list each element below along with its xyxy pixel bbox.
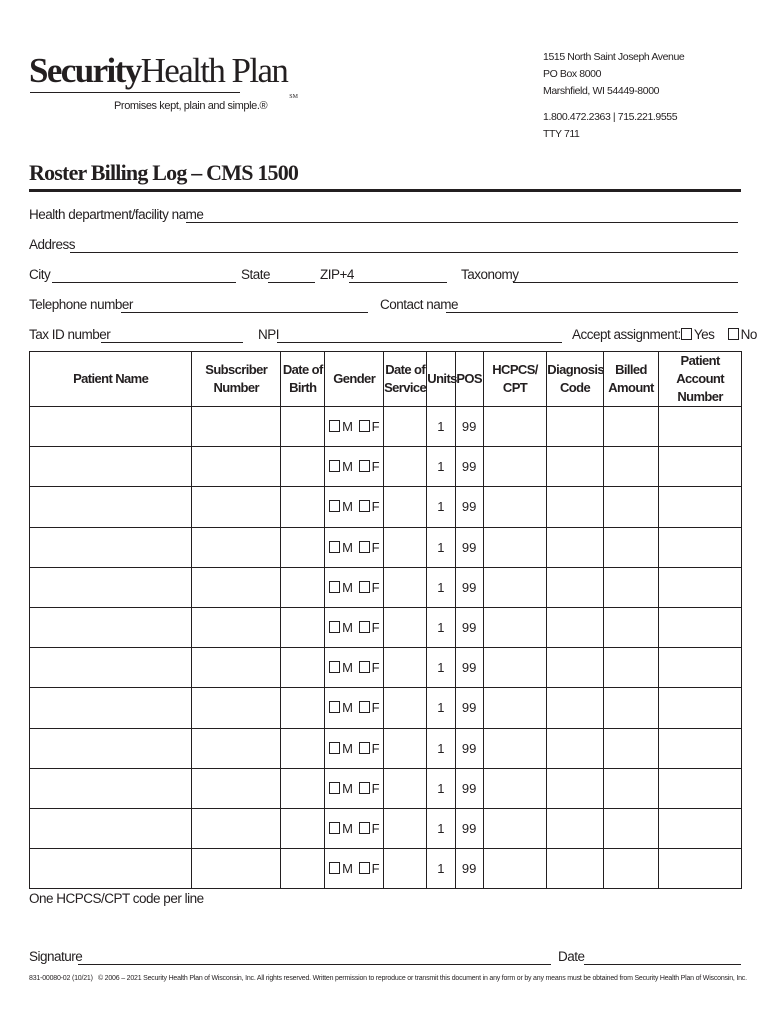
gender-cell — [325, 407, 383, 447]
patient-account-cell[interactable] — [659, 527, 742, 567]
female-checkbox[interactable] — [359, 420, 370, 432]
patient-name-cell[interactable] — [30, 527, 192, 567]
state-line[interactable] — [268, 282, 315, 283]
pos-cell: 99 — [455, 648, 483, 688]
female-label: F — [371, 820, 380, 836]
female-label: F — [371, 539, 380, 555]
pos-cell: 99 — [455, 567, 483, 607]
hcpcs-cpt-cell[interactable] — [483, 849, 547, 889]
zip-line[interactable] — [349, 282, 447, 283]
taxonomy-line[interactable] — [513, 282, 738, 283]
subscriber-number-cell[interactable] — [192, 849, 281, 889]
patient-account-cell[interactable] — [659, 688, 742, 728]
roster-body — [30, 407, 742, 889]
pos-cell: 99 — [455, 487, 483, 527]
female-checkbox[interactable] — [359, 701, 370, 713]
table-row — [30, 407, 742, 447]
patient-name-cell[interactable] — [30, 487, 192, 527]
patient-name-cell[interactable] — [30, 407, 192, 447]
female-checkbox[interactable] — [359, 862, 370, 874]
date-line[interactable] — [584, 964, 741, 965]
table-row — [30, 808, 742, 848]
tax-id-label: Tax ID number — [29, 327, 111, 342]
table-row — [30, 768, 742, 808]
col-acct-l2: Number — [677, 389, 723, 404]
brand-name-part1: Security — [29, 51, 141, 90]
contact-street: 1515 North Saint Joseph Avenue — [543, 51, 685, 63]
col-dos-l1: Date of — [385, 362, 426, 377]
service-mark: SM — [289, 94, 298, 100]
col-subscriber-l2: Number — [213, 380, 259, 395]
billed-amount-cell[interactable] — [603, 527, 658, 567]
hcpcs-cpt-cell[interactable] — [483, 648, 547, 688]
patient-account-cell[interactable] — [659, 768, 742, 808]
female-label: F — [371, 780, 380, 796]
diagnosis-code-cell[interactable] — [547, 648, 603, 688]
patient-account-cell[interactable] — [659, 648, 742, 688]
patient-name-cell[interactable] — [30, 648, 192, 688]
date-of-birth-cell[interactable] — [281, 688, 325, 728]
brand-name-part2: Health Plan — [140, 51, 288, 90]
units-cell: 1 — [427, 607, 455, 647]
male-label: M — [342, 579, 353, 595]
female-label: F — [371, 620, 380, 636]
date-of-birth-cell[interactable] — [281, 607, 325, 647]
title-divider — [29, 189, 741, 192]
accept-assignment-label: Accept assignment: — [572, 327, 681, 342]
contact-po-box: PO Box 8000 — [543, 68, 602, 80]
diagnosis-code-cell[interactable] — [547, 407, 603, 447]
female-label: F — [371, 459, 380, 475]
patient-account-cell[interactable] — [659, 607, 742, 647]
units-cell: 1 — [427, 768, 455, 808]
contact-name-line[interactable] — [446, 312, 738, 313]
male-checkbox[interactable] — [329, 581, 340, 593]
col-date-of-birth — [281, 352, 325, 407]
male-checkbox[interactable] — [329, 701, 340, 713]
zip-label: ZIP+4 — [320, 267, 354, 282]
gender-cell — [325, 768, 383, 808]
gender-cell — [325, 567, 383, 607]
male-label: M — [342, 419, 353, 435]
col-billed-amount — [603, 352, 658, 407]
billed-amount-cell[interactable] — [603, 808, 658, 848]
subscriber-number-cell[interactable] — [192, 527, 281, 567]
date-of-birth-cell[interactable] — [281, 728, 325, 768]
female-checkbox[interactable] — [359, 782, 370, 794]
patient-account-cell[interactable] — [659, 728, 742, 768]
male-label: M — [342, 861, 353, 877]
patient-name-cell[interactable] — [30, 849, 192, 889]
col-diag-l1: Diagnosis — [547, 362, 605, 377]
hcpcs-cpt-cell[interactable] — [483, 808, 547, 848]
patient-account-cell[interactable] — [659, 447, 742, 487]
col-dos-l2: Service — [384, 380, 427, 395]
subscriber-number-cell[interactable] — [192, 768, 281, 808]
gender-cell — [325, 527, 383, 567]
female-checkbox[interactable] — [359, 661, 370, 673]
diagnosis-code-cell[interactable] — [547, 849, 603, 889]
pos-cell: 99 — [455, 849, 483, 889]
tax-id-line[interactable] — [101, 342, 243, 343]
accept-no-label: No — [740, 327, 757, 342]
table-row — [30, 728, 742, 768]
billed-amount-cell[interactable] — [603, 447, 658, 487]
date-of-service-cell[interactable] — [383, 527, 426, 567]
billed-amount-cell[interactable] — [603, 688, 658, 728]
hcpcs-cpt-cell[interactable] — [483, 607, 547, 647]
address-line[interactable] — [70, 252, 738, 253]
gender-cell — [325, 447, 383, 487]
diagnosis-code-cell[interactable] — [547, 447, 603, 487]
table-row — [30, 447, 742, 487]
male-checkbox[interactable] — [329, 621, 340, 633]
billed-amount-cell[interactable] — [603, 607, 658, 647]
brand-tagline: Promises kept, plain and simple.® — [114, 100, 268, 112]
col-dob-l2: Birth — [289, 380, 317, 395]
diagnosis-code-cell[interactable] — [547, 527, 603, 567]
units-cell: 1 — [427, 728, 455, 768]
female-label: F — [371, 499, 380, 515]
male-label: M — [342, 820, 353, 836]
female-checkbox[interactable] — [359, 621, 370, 633]
male-checkbox[interactable] — [329, 541, 340, 553]
gender-cell — [325, 728, 383, 768]
male-label: M — [342, 700, 353, 716]
gender-cell — [325, 808, 383, 848]
accept-assignment — [572, 327, 757, 342]
date-of-service-cell[interactable] — [383, 407, 426, 447]
male-checkbox[interactable] — [329, 822, 340, 834]
billed-amount-cell[interactable] — [603, 849, 658, 889]
patient-name-cell[interactable] — [30, 607, 192, 647]
col-patient-name: Patient Name — [30, 352, 192, 407]
gender-cell — [325, 688, 383, 728]
hcpcs-cpt-cell[interactable] — [483, 487, 547, 527]
date-of-birth-cell[interactable] — [281, 648, 325, 688]
hcpcs-cpt-cell[interactable] — [483, 447, 547, 487]
table-row — [30, 648, 742, 688]
table-row — [30, 567, 742, 607]
telephone-line[interactable] — [121, 312, 368, 313]
logo-rule — [30, 92, 240, 93]
col-hcpcs-l1: HCPCS/ — [492, 362, 538, 377]
hcpcs-cpt-cell[interactable] — [483, 527, 547, 567]
pos-cell: 99 — [455, 688, 483, 728]
date-of-birth-cell[interactable] — [281, 849, 325, 889]
date-of-birth-cell[interactable] — [281, 447, 325, 487]
male-label: M — [342, 499, 353, 515]
male-label: M — [342, 459, 353, 475]
pos-cell: 99 — [455, 407, 483, 447]
col-pos: POS — [455, 352, 483, 407]
billed-amount-cell[interactable] — [603, 728, 658, 768]
npi-line[interactable] — [277, 342, 562, 343]
telephone-label: Telephone number — [29, 297, 133, 312]
female-checkbox[interactable] — [359, 742, 370, 754]
table-row — [30, 849, 742, 889]
subscriber-number-cell[interactable] — [192, 648, 281, 688]
table-row — [30, 607, 742, 647]
state-label: State — [241, 267, 271, 282]
col-subscriber-l1: Subscriber — [205, 362, 268, 377]
accept-yes-label: Yes — [693, 327, 715, 342]
male-label: M — [342, 660, 353, 676]
units-cell: 1 — [427, 407, 455, 447]
patient-name-cell[interactable] — [30, 728, 192, 768]
hcpcs-note: One HCPCS/CPT code per line — [29, 891, 204, 906]
city-label: City — [29, 267, 51, 282]
units-cell: 1 — [427, 487, 455, 527]
facility-name-label: Health department/facility name — [29, 207, 204, 222]
date-of-birth-cell[interactable] — [281, 808, 325, 848]
date-of-birth-cell[interactable] — [281, 407, 325, 447]
col-units: Units — [427, 352, 455, 407]
patient-name-cell[interactable] — [30, 808, 192, 848]
col-billed-l2: Amount — [608, 380, 654, 395]
date-of-service-cell[interactable] — [383, 688, 426, 728]
patient-account-cell[interactable] — [659, 849, 742, 889]
facility-name-line[interactable] — [186, 222, 738, 223]
gender-cell — [325, 607, 383, 647]
col-date-of-service — [383, 352, 426, 407]
hcpcs-cpt-cell[interactable] — [483, 567, 547, 607]
date-of-service-cell[interactable] — [383, 849, 426, 889]
col-subscriber-number — [192, 352, 281, 407]
col-gender: Gender — [325, 352, 383, 407]
female-checkbox[interactable] — [359, 541, 370, 553]
patient-account-cell[interactable] — [659, 407, 742, 447]
hcpcs-cpt-cell[interactable] — [483, 688, 547, 728]
brand-logo — [29, 51, 298, 100]
gender-cell — [325, 849, 383, 889]
city-line[interactable] — [52, 282, 236, 283]
subscriber-number-cell[interactable] — [192, 487, 281, 527]
gender-cell — [325, 648, 383, 688]
date-of-birth-cell[interactable] — [281, 768, 325, 808]
pos-cell: 99 — [455, 768, 483, 808]
date-of-birth-cell[interactable] — [281, 487, 325, 527]
hcpcs-cpt-cell[interactable] — [483, 768, 547, 808]
hcpcs-cpt-cell[interactable] — [483, 407, 547, 447]
pos-cell: 99 — [455, 607, 483, 647]
table-row — [30, 527, 742, 567]
male-checkbox[interactable] — [329, 460, 340, 472]
patient-name-cell[interactable] — [30, 768, 192, 808]
gender-cell — [325, 487, 383, 527]
billed-amount-cell[interactable] — [603, 487, 658, 527]
units-cell: 1 — [427, 648, 455, 688]
male-label: M — [342, 740, 353, 756]
male-label: M — [342, 539, 353, 555]
female-label: F — [371, 861, 380, 877]
patient-name-cell[interactable] — [30, 688, 192, 728]
subscriber-number-cell[interactable] — [192, 688, 281, 728]
diagnosis-code-cell[interactable] — [547, 808, 603, 848]
date-of-service-cell[interactable] — [383, 447, 426, 487]
pos-cell: 99 — [455, 527, 483, 567]
form-code: 831-00080-02 (10/21) — [29, 975, 93, 982]
female-label: F — [371, 419, 380, 435]
footer — [29, 975, 747, 982]
col-diagnosis-code — [547, 352, 603, 407]
hcpcs-cpt-cell[interactable] — [483, 728, 547, 768]
subscriber-number-cell[interactable] — [192, 447, 281, 487]
date-of-service-cell[interactable] — [383, 487, 426, 527]
diagnosis-code-cell[interactable] — [547, 567, 603, 607]
female-checkbox[interactable] — [359, 822, 370, 834]
diagnosis-code-cell[interactable] — [547, 768, 603, 808]
male-checkbox[interactable] — [329, 862, 340, 874]
roster-table — [29, 351, 742, 889]
date-of-service-cell[interactable] — [383, 768, 426, 808]
table-header-row — [30, 352, 742, 407]
date-of-birth-cell[interactable] — [281, 527, 325, 567]
female-checkbox[interactable] — [359, 500, 370, 512]
date-of-service-cell[interactable] — [383, 808, 426, 848]
units-cell: 1 — [427, 527, 455, 567]
male-label: M — [342, 780, 353, 796]
contact-city-line: Marshfield, WI 54449-8000 — [543, 85, 660, 97]
male-checkbox[interactable] — [329, 782, 340, 794]
contact-phones: 1.800.472.2363 | 715.221.9555 — [543, 111, 678, 123]
col-billed-l1: Billed — [615, 362, 647, 377]
copyright-notice: © 2006 – 2021 Security Health Plan of Wisconsin, Inc. All rights reserved. Written permission to reproduce or transmit this document in any form or by any means must be obtained from Security Health Plan of Wisconsin, Inc. — [97, 975, 747, 982]
female-label: F — [371, 579, 380, 595]
units-cell: 1 — [427, 688, 455, 728]
subscriber-number-cell[interactable] — [192, 407, 281, 447]
signature-label: Signature — [29, 949, 83, 964]
male-label: M — [342, 620, 353, 636]
col-dob-l1: Date of — [282, 362, 323, 377]
npi-label: NPI — [258, 327, 280, 342]
col-hcpcs-cpt — [483, 352, 547, 407]
form-title: Roster Billing Log – CMS 1500 — [29, 160, 299, 185]
subscriber-number-cell[interactable] — [192, 607, 281, 647]
male-checkbox[interactable] — [329, 420, 340, 432]
taxonomy-label: Taxonomy — [461, 267, 519, 282]
col-hcpcs-l2: CPT — [502, 380, 528, 395]
contact-tty: TTY 711 — [543, 128, 580, 140]
subscriber-number-cell[interactable] — [192, 808, 281, 848]
table-row — [30, 688, 742, 728]
accept-yes-checkbox[interactable] — [681, 328, 692, 340]
units-cell: 1 — [427, 567, 455, 607]
patient-name-cell[interactable] — [30, 447, 192, 487]
patient-name-cell[interactable] — [30, 567, 192, 607]
units-cell: 1 — [427, 849, 455, 889]
units-cell: 1 — [427, 447, 455, 487]
date-of-service-cell[interactable] — [383, 648, 426, 688]
diagnosis-code-cell[interactable] — [547, 728, 603, 768]
subscriber-number-cell[interactable] — [192, 728, 281, 768]
female-label: F — [371, 700, 380, 716]
patient-account-cell[interactable] — [659, 487, 742, 527]
col-acct-l1: Patient Account — [676, 353, 725, 386]
billed-amount-cell[interactable] — [603, 567, 658, 607]
date-label: Date — [558, 949, 585, 964]
male-checkbox[interactable] — [329, 500, 340, 512]
diagnosis-code-cell[interactable] — [547, 487, 603, 527]
subscriber-number-cell[interactable] — [192, 567, 281, 607]
units-cell: 1 — [427, 808, 455, 848]
pos-cell: 99 — [455, 447, 483, 487]
table-row — [30, 487, 742, 527]
address-label: Address — [29, 237, 76, 252]
patient-account-cell[interactable] — [659, 567, 742, 607]
pos-cell: 99 — [455, 728, 483, 768]
female-label: F — [371, 740, 380, 756]
col-diag-l2: Code — [559, 380, 591, 395]
billed-amount-cell[interactable] — [603, 768, 658, 808]
billed-amount-cell[interactable] — [603, 407, 658, 447]
col-patient-account-number — [659, 352, 742, 407]
date-of-birth-cell[interactable] — [281, 567, 325, 607]
date-of-service-cell[interactable] — [383, 728, 426, 768]
male-checkbox[interactable] — [329, 661, 340, 673]
contact-name-label: Contact name — [380, 297, 459, 312]
date-of-service-cell[interactable] — [383, 607, 426, 647]
accept-no-checkbox[interactable] — [728, 328, 739, 340]
female-checkbox[interactable] — [359, 460, 370, 472]
diagnosis-code-cell[interactable] — [547, 688, 603, 728]
female-checkbox[interactable] — [359, 581, 370, 593]
date-of-service-cell[interactable] — [383, 567, 426, 607]
signature-line[interactable] — [78, 964, 551, 965]
male-checkbox[interactable] — [329, 742, 340, 754]
patient-account-cell[interactable] — [659, 808, 742, 848]
pos-cell: 99 — [455, 808, 483, 848]
billed-amount-cell[interactable] — [603, 648, 658, 688]
diagnosis-code-cell[interactable] — [547, 607, 603, 647]
female-label: F — [371, 660, 380, 676]
